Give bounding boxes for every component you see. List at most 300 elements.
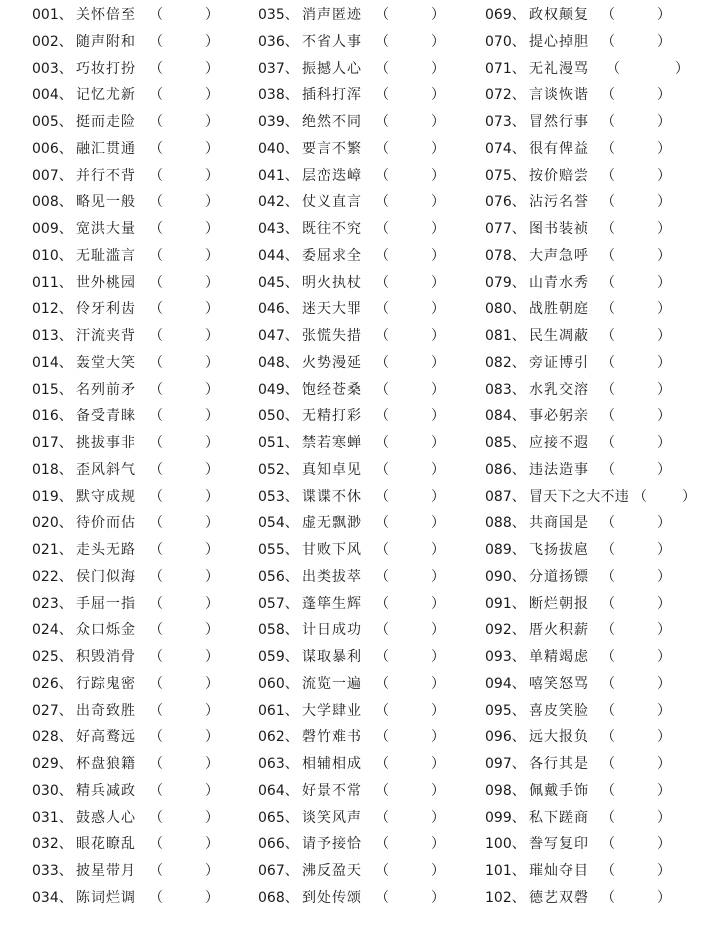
- blank-open-paren: （: [375, 595, 389, 612]
- blank-open-paren: （: [149, 221, 163, 237]
- blank-close-paren: ）: [657, 247, 671, 264]
- blank-close-paren: ）: [657, 622, 671, 639]
- blank-open-paren: （: [375, 328, 389, 344]
- idiom-text: 飞扬拔扈: [529, 542, 589, 558]
- item-number: 086、: [485, 461, 526, 478]
- idiom-text: 虚无飘渺: [302, 515, 362, 532]
- idiom-text: 无精打彩: [302, 408, 362, 425]
- blank-open-paren: （: [375, 7, 389, 23]
- idiom-text: 名列前矛: [76, 381, 136, 398]
- idiom-text: 张慌失措: [302, 328, 362, 344]
- idiom-text: 火势漫延: [302, 354, 362, 371]
- item-number: 068、: [258, 889, 299, 906]
- idiom-text: 仗义直言: [302, 194, 362, 211]
- blank-open-paren: （: [601, 301, 615, 318]
- item-number: 017、: [32, 435, 73, 451]
- item-number: 083、: [485, 381, 526, 398]
- blank-open-paren: （: [601, 889, 615, 906]
- blank-close-paren: ）: [431, 60, 445, 77]
- blank-close-paren: ）: [657, 702, 671, 719]
- blank-close-paren: ）: [205, 354, 219, 371]
- blank-open-paren: （: [149, 33, 163, 50]
- idiom-text: 并行不背: [76, 167, 136, 184]
- blank-close-paren: ）: [657, 542, 671, 558]
- item-number: 049、: [258, 381, 299, 398]
- blank-close-paren: ）: [431, 889, 445, 906]
- blank-open-paren: （: [375, 542, 389, 558]
- idiom-text: 融汇贯通: [76, 140, 136, 157]
- item-number: 052、: [258, 461, 299, 478]
- blank-close-paren: ）: [205, 756, 219, 772]
- blank-open-paren: （: [375, 675, 389, 692]
- item-number: 006、: [32, 140, 73, 157]
- idiom-text: 众口烁金: [76, 622, 136, 639]
- item-number: 034、: [32, 889, 73, 906]
- blank-open-paren: （: [375, 488, 389, 505]
- blank-close-paren: ）: [205, 568, 219, 585]
- blank-close-paren: ）: [431, 461, 445, 478]
- item-number: 091、: [485, 595, 526, 612]
- item-number: 007、: [32, 167, 73, 184]
- blank-open-paren: （: [375, 408, 389, 425]
- idiom-text: 违法造事: [529, 461, 589, 478]
- blank-open-paren: （: [375, 702, 389, 719]
- blank-close-paren: ）: [657, 87, 671, 104]
- blank-open-paren: （: [149, 649, 163, 665]
- idiom-text: 伶牙利齿: [76, 301, 136, 318]
- blank-open-paren: （: [149, 756, 163, 772]
- item-number: 094、: [485, 675, 526, 692]
- blank-close-paren: ）: [657, 595, 671, 612]
- idiom-text: 冒天下之大不违: [529, 488, 630, 505]
- blank-close-paren: ）: [205, 194, 219, 211]
- blank-open-paren: （: [149, 542, 163, 558]
- blank-open-paren: （: [601, 756, 615, 772]
- blank-open-paren: （: [149, 140, 163, 157]
- blank-close-paren: ）: [431, 729, 445, 746]
- blank-open-paren: （: [375, 461, 389, 478]
- idiom-text: 喜皮笑脸: [529, 702, 589, 719]
- item-number: 055、: [258, 542, 299, 558]
- idiom-text: 旁证博引: [529, 354, 589, 371]
- item-number: 102、: [485, 889, 526, 906]
- blank-close-paren: ）: [431, 435, 445, 451]
- idiom-text: 事必躬亲: [529, 408, 589, 425]
- item-number: 003、: [32, 60, 73, 77]
- blank-open-paren: （: [149, 87, 163, 104]
- blank-open-paren: （: [601, 702, 615, 719]
- idiom-text: 好高鹜远: [76, 729, 136, 746]
- item-number: 076、: [485, 194, 526, 211]
- item-number: 039、: [258, 114, 299, 130]
- blank-open-paren: （: [601, 649, 615, 665]
- blank-open-paren: （: [601, 568, 615, 585]
- item-number: 069、: [485, 7, 526, 23]
- idiom-text: 谋取暴利: [302, 649, 362, 665]
- idiom-text: 宽洪大量: [76, 221, 136, 237]
- idiom-text: 迷天大罪: [302, 301, 362, 318]
- blank-open-paren: （: [149, 809, 163, 826]
- blank-open-paren: （: [149, 301, 163, 318]
- idiom-text: 蓬筚生辉: [302, 595, 362, 612]
- blank-open-paren: （: [149, 408, 163, 425]
- blank-open-paren: （: [149, 194, 163, 211]
- blank-close-paren: ）: [205, 836, 219, 853]
- idiom-text: 大声急呼: [529, 247, 589, 264]
- blank-open-paren: （: [375, 729, 389, 746]
- item-number: 038、: [258, 87, 299, 104]
- idiom-text: 世外桃园: [76, 274, 136, 291]
- item-number: 057、: [258, 595, 299, 612]
- blank-close-paren: ）: [431, 756, 445, 772]
- idiom-text: 言谈恢谐: [529, 87, 589, 104]
- blank-open-paren: （: [149, 114, 163, 130]
- blank-open-paren: （: [601, 167, 615, 184]
- blank-open-paren: （: [149, 381, 163, 398]
- blank-close-paren: ）: [205, 435, 219, 451]
- item-number: 064、: [258, 782, 299, 799]
- item-number: 013、: [32, 328, 73, 344]
- item-number: 036、: [258, 33, 299, 50]
- idiom-text: 民生凋蔽: [529, 328, 589, 344]
- item-number: 026、: [32, 675, 73, 692]
- idiom-text: 磬竹难书: [302, 729, 362, 746]
- item-number: 045、: [258, 274, 299, 291]
- item-number: 044、: [258, 247, 299, 264]
- item-number: 004、: [32, 87, 73, 104]
- blank-close-paren: ）: [431, 167, 445, 184]
- blank-open-paren: （: [375, 515, 389, 532]
- idiom-text: 断烂朝报: [529, 595, 589, 612]
- blank-close-paren: ）: [431, 408, 445, 425]
- item-number: 021、: [32, 542, 73, 558]
- idiom-text: 备受青睐: [76, 408, 136, 425]
- idiom-text: 插科打浑: [302, 87, 362, 104]
- blank-open-paren: （: [375, 435, 389, 451]
- idiom-text: 出奇致胜: [76, 702, 136, 719]
- idiom-text: 提心掉胆: [529, 33, 589, 50]
- blank-open-paren: （: [149, 435, 163, 451]
- blank-close-paren: ）: [431, 836, 445, 853]
- idiom-text: 挑拔事非: [76, 435, 136, 451]
- item-number: 022、: [32, 568, 73, 585]
- blank-open-paren: （: [149, 836, 163, 853]
- blank-open-paren: （: [601, 7, 615, 23]
- item-number: 016、: [32, 408, 73, 425]
- idiom-text: 精兵减政: [76, 782, 136, 799]
- blank-close-paren: ）: [205, 809, 219, 826]
- item-number: 087、: [485, 488, 526, 505]
- idiom-text: 相辅相成: [302, 756, 362, 772]
- item-number: 074、: [485, 140, 526, 157]
- item-number: 030、: [32, 782, 73, 799]
- blank-open-paren: （: [375, 60, 389, 77]
- blank-open-paren: （: [601, 675, 615, 692]
- blank-close-paren: ）: [657, 328, 671, 344]
- idiom-text: 关怀倍至: [76, 7, 136, 23]
- blank-open-paren: （: [601, 274, 615, 291]
- blank-close-paren: ）: [431, 354, 445, 371]
- blank-close-paren: ）: [657, 301, 671, 318]
- item-number: 072、: [485, 87, 526, 104]
- item-number: 010、: [32, 247, 73, 264]
- blank-open-paren: （: [149, 7, 163, 23]
- blank-open-paren: （: [375, 782, 389, 799]
- item-number: 099、: [485, 809, 526, 826]
- blank-open-paren: （: [149, 702, 163, 719]
- blank-open-paren: （: [375, 221, 389, 237]
- idiom-text: 水乳交溶: [529, 381, 589, 398]
- blank-close-paren: ）: [205, 515, 219, 532]
- blank-open-paren: （: [149, 568, 163, 585]
- blank-close-paren: ）: [431, 87, 445, 104]
- blank-close-paren: ）: [431, 542, 445, 558]
- idiom-text: 积毁消骨: [76, 649, 136, 665]
- item-number: 032、: [32, 836, 73, 853]
- blank-close-paren: ）: [431, 675, 445, 692]
- item-number: 082、: [485, 354, 526, 371]
- blank-close-paren: ）: [657, 568, 671, 585]
- idiom-text: 记忆尤新: [76, 87, 136, 104]
- item-number: 093、: [485, 649, 526, 665]
- idiom-text: 出类拔萃: [302, 568, 362, 585]
- blank-open-paren: （: [601, 87, 615, 104]
- blank-close-paren: ）: [657, 435, 671, 451]
- blank-close-paren: ）: [205, 675, 219, 692]
- item-number: 050、: [258, 408, 299, 425]
- item-number: 081、: [485, 328, 526, 344]
- blank-close-paren: ）: [205, 221, 219, 237]
- idiom-text: 巧妆打扮: [76, 60, 136, 77]
- blank-open-paren: （: [149, 782, 163, 799]
- idiom-text: 谍谍不休: [302, 488, 362, 505]
- blank-close-paren: ）: [205, 622, 219, 639]
- idiom-text: 绝然不同: [302, 114, 362, 130]
- idiom-text: 杯盘狼籍: [76, 756, 136, 772]
- blank-close-paren: ）: [205, 461, 219, 478]
- blank-open-paren: （: [375, 247, 389, 264]
- idiom-text: 手屈一指: [76, 595, 136, 612]
- item-number: 077、: [485, 221, 526, 237]
- idiom-text: 要言不繁: [302, 140, 362, 157]
- blank-close-paren: ）: [205, 87, 219, 104]
- item-number: 012、: [32, 301, 73, 318]
- blank-open-paren: （: [601, 622, 615, 639]
- item-number: 066、: [258, 836, 299, 853]
- idiom-text: 政权颠复: [529, 7, 589, 23]
- blank-close-paren: ）: [205, 381, 219, 398]
- blank-close-paren: ）: [431, 33, 445, 50]
- blank-close-paren: ）: [657, 461, 671, 478]
- blank-open-paren: （: [149, 488, 163, 505]
- blank-close-paren: ）: [657, 863, 671, 879]
- item-number: 101、: [485, 863, 526, 879]
- blank-open-paren: （: [375, 87, 389, 104]
- idiom-text: 层峦迭嶂: [302, 167, 362, 184]
- item-number: 023、: [32, 595, 73, 612]
- item-number: 061、: [258, 702, 299, 719]
- idiom-text: 单精竭虑: [529, 649, 589, 665]
- blank-open-paren: （: [601, 247, 615, 264]
- item-number: 047、: [258, 328, 299, 344]
- blank-close-paren: ）: [205, 702, 219, 719]
- blank-close-paren: ）: [657, 167, 671, 184]
- idiom-text: 流览一遍: [302, 675, 362, 692]
- item-number: 084、: [485, 408, 526, 425]
- blank-open-paren: （: [149, 60, 163, 77]
- blank-open-paren: （: [149, 167, 163, 184]
- item-number: 096、: [485, 729, 526, 746]
- item-number: 053、: [258, 488, 299, 505]
- idiom-text: 图书装祯: [529, 221, 589, 237]
- blank-open-paren: （: [375, 381, 389, 398]
- blank-close-paren: ）: [431, 515, 445, 532]
- blank-open-paren: （: [375, 140, 389, 157]
- item-number: 075、: [485, 167, 526, 184]
- idiom-text: 消声匿迹: [302, 7, 362, 23]
- blank-close-paren: ）: [657, 782, 671, 799]
- idiom-text: 随声附和: [76, 33, 136, 50]
- item-number: 008、: [32, 194, 73, 211]
- blank-open-paren: （: [601, 863, 615, 879]
- idiom-text: 侯门似海: [76, 568, 136, 585]
- blank-close-paren: ）: [205, 782, 219, 799]
- item-number: 042、: [258, 194, 299, 211]
- blank-open-paren: （: [149, 274, 163, 291]
- blank-open-paren: （: [375, 568, 389, 585]
- blank-open-paren: （: [149, 354, 163, 371]
- blank-close-paren: ）: [431, 595, 445, 612]
- idiom-text: 德艺双磬: [529, 889, 589, 906]
- blank-close-paren: ）: [431, 114, 445, 130]
- item-number: 065、: [258, 809, 299, 826]
- blank-close-paren: ）: [657, 675, 671, 692]
- idiom-text: 挺而走险: [76, 114, 136, 130]
- item-number: 059、: [258, 649, 299, 665]
- blank-open-paren: （: [149, 622, 163, 639]
- item-number: 060、: [258, 675, 299, 692]
- blank-open-paren: （: [601, 140, 615, 157]
- blank-close-paren: ）: [675, 60, 689, 77]
- item-number: 011、: [32, 274, 73, 291]
- blank-close-paren: ）: [431, 221, 445, 237]
- blank-open-paren: （: [149, 863, 163, 879]
- blank-open-paren: （: [375, 274, 389, 291]
- blank-open-paren: （: [375, 114, 389, 130]
- idiom-text: 谈笑风声: [302, 809, 362, 826]
- idiom-text: 山青水秀: [529, 274, 589, 291]
- idiom-text: 汗流夹背: [76, 328, 136, 344]
- item-number: 090、: [485, 568, 526, 585]
- idiom-text: 分道扬镖: [529, 568, 589, 585]
- blank-close-paren: ）: [431, 649, 445, 665]
- item-number: 040、: [258, 140, 299, 157]
- idiom-text: 请予接恰: [302, 836, 362, 853]
- blank-close-paren: ）: [657, 274, 671, 291]
- idiom-text: 冒然行事: [529, 114, 589, 130]
- idiom-text: 鼓惑人心: [76, 809, 136, 826]
- blank-open-paren: （: [601, 33, 615, 50]
- blank-open-paren: （: [601, 461, 615, 478]
- idiom-text: 既往不究: [302, 221, 362, 237]
- idiom-text: 轰堂大笑: [76, 354, 136, 371]
- idiom-text: 振撼人心: [302, 60, 362, 77]
- blank-open-paren: （: [375, 194, 389, 211]
- blank-open-paren: （: [375, 33, 389, 50]
- blank-close-paren: ）: [657, 836, 671, 853]
- item-number: 071、: [485, 60, 526, 77]
- blank-open-paren: （: [375, 809, 389, 826]
- blank-close-paren: ）: [431, 568, 445, 585]
- blank-open-paren: （: [601, 328, 615, 344]
- idiom-text: 共商国是: [529, 515, 589, 532]
- blank-open-paren: （: [375, 354, 389, 371]
- blank-close-paren: ）: [657, 194, 671, 211]
- item-number: 088、: [485, 515, 526, 532]
- blank-close-paren: ）: [431, 247, 445, 264]
- blank-close-paren: ）: [431, 274, 445, 291]
- blank-open-paren: （: [375, 889, 389, 906]
- blank-close-paren: ）: [431, 381, 445, 398]
- item-number: 070、: [485, 33, 526, 50]
- item-number: 056、: [258, 568, 299, 585]
- item-number: 037、: [258, 60, 299, 77]
- item-number: 043、: [258, 221, 299, 237]
- item-number: 054、: [258, 515, 299, 532]
- blank-close-paren: ）: [682, 488, 696, 505]
- idiom-text: 沾污名誉: [529, 194, 589, 211]
- item-number: 079、: [485, 274, 526, 291]
- item-number: 073、: [485, 114, 526, 130]
- idiom-text: 眼花瞭乱: [76, 836, 136, 853]
- blank-close-paren: ）: [205, 140, 219, 157]
- item-number: 031、: [32, 809, 73, 826]
- idiom-text: 饱经苍桑: [302, 381, 362, 398]
- item-number: 085、: [485, 435, 526, 451]
- item-number: 097、: [485, 756, 526, 772]
- idiom-text: 私下蹉商: [529, 809, 589, 826]
- blank-close-paren: ）: [431, 782, 445, 799]
- item-number: 001、: [32, 7, 73, 23]
- blank-close-paren: ）: [205, 889, 219, 906]
- blank-close-paren: ）: [657, 809, 671, 826]
- idiom-text: 各行其是: [529, 756, 589, 772]
- blank-open-paren: （: [149, 247, 163, 264]
- item-number: 051、: [258, 435, 299, 451]
- blank-open-paren: （: [633, 488, 647, 505]
- blank-open-paren: （: [601, 729, 615, 746]
- blank-open-paren: （: [601, 221, 615, 237]
- idiom-text: 甘败下风: [302, 542, 362, 558]
- item-number: 029、: [32, 756, 73, 772]
- blank-close-paren: ）: [431, 328, 445, 344]
- blank-close-paren: ）: [205, 488, 219, 505]
- idiom-text: 誊写复印: [529, 836, 589, 853]
- blank-close-paren: ）: [205, 33, 219, 50]
- blank-close-paren: ）: [657, 140, 671, 157]
- idiom-text: 璀灿夺目: [529, 863, 589, 879]
- blank-close-paren: ）: [205, 60, 219, 77]
- blank-close-paren: ）: [431, 622, 445, 639]
- blank-close-paren: ）: [431, 194, 445, 211]
- blank-close-paren: ）: [205, 408, 219, 425]
- blank-close-paren: ）: [657, 381, 671, 398]
- blank-close-paren: ）: [657, 408, 671, 425]
- blank-close-paren: ）: [431, 809, 445, 826]
- blank-open-paren: （: [601, 809, 615, 826]
- idiom-text: 披星带月: [76, 863, 136, 879]
- item-number: 019、: [32, 488, 73, 505]
